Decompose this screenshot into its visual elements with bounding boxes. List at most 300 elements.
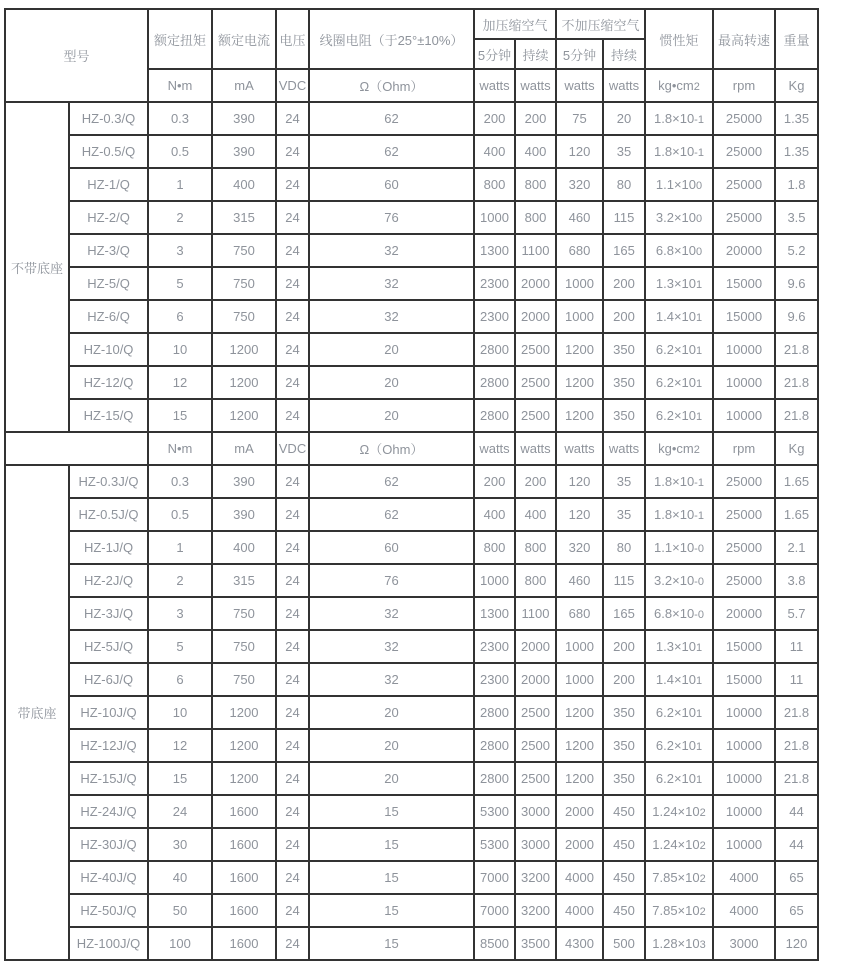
inertia-base: 1.4×10 bbox=[655, 672, 696, 687]
cell-weight: 65 bbox=[775, 894, 818, 927]
spec-row bbox=[5, 696, 818, 729]
units-row-spacer bbox=[5, 432, 148, 465]
cell-p5: 1300 bbox=[474, 597, 515, 630]
cell-weight: 21.8 bbox=[775, 762, 818, 795]
cell-model: HZ-10/Q bbox=[69, 333, 148, 366]
cell-voltage: 24 bbox=[276, 597, 309, 630]
spec-row bbox=[5, 729, 818, 762]
cell-p5: 1000 bbox=[474, 201, 515, 234]
inertia-exponent: 1 bbox=[696, 411, 703, 423]
cell-current: 750 bbox=[212, 630, 276, 663]
cell-weight: 65 bbox=[775, 861, 818, 894]
cell-torque: 15 bbox=[148, 762, 212, 795]
inertia-exponent: 1 bbox=[696, 642, 703, 654]
cell-resistance: 62 bbox=[309, 135, 474, 168]
cell-resistance: 15 bbox=[309, 894, 474, 927]
inertia-exponent: 1 bbox=[696, 312, 703, 324]
cell-p5: 2300 bbox=[474, 663, 515, 696]
spec-row bbox=[5, 828, 818, 861]
spec-row bbox=[5, 927, 818, 960]
cell-nc: 115 bbox=[603, 201, 645, 234]
cell-nc: 450 bbox=[603, 828, 645, 861]
inertia-exponent: 1 bbox=[696, 345, 703, 357]
cell-weight: 1.35 bbox=[775, 102, 818, 135]
inertia-exponent: 1 bbox=[696, 279, 703, 291]
cell-current: 1600 bbox=[212, 828, 276, 861]
cell-nc: 35 bbox=[603, 465, 645, 498]
unit-voltage: VDC bbox=[276, 69, 309, 102]
cell-nc: 80 bbox=[603, 531, 645, 564]
cell-voltage: 24 bbox=[276, 927, 309, 960]
inertia-exponent: 1 bbox=[696, 675, 703, 687]
cell-weight: 11 bbox=[775, 663, 818, 696]
cell-voltage: 24 bbox=[276, 531, 309, 564]
cell-p5: 2800 bbox=[474, 333, 515, 366]
cell-n5: 1200 bbox=[556, 366, 603, 399]
spec-row bbox=[5, 399, 818, 432]
cell-inertia bbox=[645, 267, 713, 300]
inertia-exponent: 2 bbox=[699, 873, 706, 885]
cell-voltage: 24 bbox=[276, 465, 309, 498]
cell-voltage: 24 bbox=[276, 201, 309, 234]
cell-nc: 115 bbox=[603, 564, 645, 597]
inertia-exponent: 1 bbox=[696, 741, 703, 753]
header-current: 额定电流 bbox=[212, 9, 276, 69]
header-unpressurized-air: 不加压缩空气 bbox=[556, 9, 645, 39]
cell-p5: 2300 bbox=[474, 300, 515, 333]
cell-n5: 1200 bbox=[556, 696, 603, 729]
inertia-exponent: -0 bbox=[694, 609, 704, 621]
inertia-base: 1.4×10 bbox=[655, 309, 696, 324]
cell-pc: 2500 bbox=[515, 333, 556, 366]
inertia-exponent: 0 bbox=[696, 180, 703, 192]
unit-torque: N•m bbox=[148, 432, 212, 465]
cell-inertia bbox=[645, 498, 713, 531]
cell-resistance: 62 bbox=[309, 465, 474, 498]
cell-nc: 80 bbox=[603, 168, 645, 201]
cell-model: HZ-1J/Q bbox=[69, 531, 148, 564]
inertia-exponent: -1 bbox=[694, 114, 704, 126]
cell-current: 390 bbox=[212, 102, 276, 135]
cell-weight: 21.8 bbox=[775, 399, 818, 432]
cell-current: 315 bbox=[212, 201, 276, 234]
inertia-base: 1.3×10 bbox=[655, 276, 696, 291]
cell-rpm: 25000 bbox=[713, 201, 775, 234]
cell-p5: 2800 bbox=[474, 696, 515, 729]
spec-row bbox=[5, 201, 818, 234]
cell-weight: 44 bbox=[775, 828, 818, 861]
section-with-base-body bbox=[5, 465, 818, 960]
spec-row bbox=[5, 234, 818, 267]
inertia-base: 1.3×10 bbox=[655, 639, 696, 654]
cell-model: HZ-3/Q bbox=[69, 234, 148, 267]
cell-weight: 11 bbox=[775, 630, 818, 663]
cell-weight: 1.65 bbox=[775, 498, 818, 531]
cell-current: 400 bbox=[212, 168, 276, 201]
cell-weight: 21.8 bbox=[775, 696, 818, 729]
cell-pc: 800 bbox=[515, 564, 556, 597]
cell-n5: 120 bbox=[556, 135, 603, 168]
header-model: 型号 bbox=[5, 9, 148, 102]
cell-resistance: 62 bbox=[309, 102, 474, 135]
cell-inertia bbox=[645, 696, 713, 729]
cell-rpm: 10000 bbox=[713, 795, 775, 828]
cell-torque: 30 bbox=[148, 828, 212, 861]
cell-n5: 680 bbox=[556, 234, 603, 267]
cell-pc: 1100 bbox=[515, 234, 556, 267]
header-pressurized-continuous: 持续 bbox=[515, 39, 556, 69]
cell-resistance: 60 bbox=[309, 531, 474, 564]
cell-weight: 5.7 bbox=[775, 597, 818, 630]
header-unpressurized-continuous: 持续 bbox=[603, 39, 645, 69]
spec-row bbox=[5, 267, 818, 300]
cell-current: 1600 bbox=[212, 894, 276, 927]
cell-current: 1200 bbox=[212, 696, 276, 729]
cell-model: HZ-0.3/Q bbox=[69, 102, 148, 135]
cell-inertia bbox=[645, 894, 713, 927]
spec-row bbox=[5, 333, 818, 366]
cell-pc: 800 bbox=[515, 201, 556, 234]
cell-weight: 2.1 bbox=[775, 531, 818, 564]
cell-pc: 2000 bbox=[515, 663, 556, 696]
cell-model: HZ-0.5/Q bbox=[69, 135, 148, 168]
cell-rpm: 10000 bbox=[713, 696, 775, 729]
cell-pc: 3000 bbox=[515, 795, 556, 828]
cell-pc: 2500 bbox=[515, 729, 556, 762]
cell-rpm: 4000 bbox=[713, 861, 775, 894]
header-pressurized-5min: 5分钟 bbox=[474, 39, 515, 69]
cell-inertia bbox=[645, 762, 713, 795]
cell-current: 750 bbox=[212, 267, 276, 300]
cell-current: 390 bbox=[212, 498, 276, 531]
cell-rpm: 10000 bbox=[713, 399, 775, 432]
cell-pc: 800 bbox=[515, 168, 556, 201]
spec-row bbox=[5, 168, 818, 201]
cell-resistance: 20 bbox=[309, 762, 474, 795]
inertia-base: 7.85×10 bbox=[652, 903, 700, 918]
unit-inertia bbox=[645, 432, 713, 465]
inertia-base: 6.2×10 bbox=[655, 738, 696, 753]
spec-row bbox=[5, 597, 818, 630]
cell-pc: 3000 bbox=[515, 828, 556, 861]
header-voltage: 电压 bbox=[276, 9, 309, 69]
cell-pc: 200 bbox=[515, 465, 556, 498]
cell-inertia bbox=[645, 201, 713, 234]
cell-model: HZ-100J/Q bbox=[69, 927, 148, 960]
inertia-base: 6.2×10 bbox=[655, 375, 696, 390]
cell-pc: 2500 bbox=[515, 399, 556, 432]
inertia-exponent: 2 bbox=[699, 807, 706, 819]
cell-torque: 6 bbox=[148, 663, 212, 696]
cell-nc: 350 bbox=[603, 399, 645, 432]
spec-row bbox=[5, 498, 818, 531]
cell-torque: 3 bbox=[148, 597, 212, 630]
cell-rpm: 25000 bbox=[713, 498, 775, 531]
cell-current: 1200 bbox=[212, 333, 276, 366]
inertia-base: 1.8×10 bbox=[654, 144, 695, 159]
spec-row bbox=[5, 663, 818, 696]
spec-row bbox=[5, 762, 818, 795]
cell-nc: 200 bbox=[603, 300, 645, 333]
cell-torque: 6 bbox=[148, 300, 212, 333]
cell-model: HZ-2J/Q bbox=[69, 564, 148, 597]
cell-pc: 200 bbox=[515, 102, 556, 135]
spec-row bbox=[5, 102, 818, 135]
cell-n5: 320 bbox=[556, 531, 603, 564]
cell-rpm: 25000 bbox=[713, 102, 775, 135]
cell-rpm: 25000 bbox=[713, 135, 775, 168]
spec-row bbox=[5, 135, 818, 168]
cell-voltage: 24 bbox=[276, 828, 309, 861]
cell-inertia bbox=[645, 366, 713, 399]
cell-rpm: 10000 bbox=[713, 762, 775, 795]
cell-resistance: 32 bbox=[309, 300, 474, 333]
cell-model: HZ-6J/Q bbox=[69, 663, 148, 696]
cell-resistance: 32 bbox=[309, 630, 474, 663]
cell-current: 1600 bbox=[212, 861, 276, 894]
cell-model: HZ-15J/Q bbox=[69, 762, 148, 795]
cell-torque: 2 bbox=[148, 201, 212, 234]
units-row-2 bbox=[5, 432, 818, 465]
cell-n5: 1200 bbox=[556, 399, 603, 432]
unit-watts-pc: watts bbox=[515, 69, 556, 102]
cell-current: 315 bbox=[212, 564, 276, 597]
cell-model: HZ-1/Q bbox=[69, 168, 148, 201]
cell-weight: 1.8 bbox=[775, 168, 818, 201]
cell-voltage: 24 bbox=[276, 729, 309, 762]
unit-inertia-base: kg•cm bbox=[658, 78, 694, 93]
cell-voltage: 24 bbox=[276, 102, 309, 135]
cell-model: HZ-24J/Q bbox=[69, 795, 148, 828]
cell-resistance: 62 bbox=[309, 498, 474, 531]
spec-row bbox=[5, 795, 818, 828]
unit-watts-p5: watts bbox=[474, 69, 515, 102]
cell-nc: 200 bbox=[603, 630, 645, 663]
cell-resistance: 20 bbox=[309, 399, 474, 432]
cell-torque: 5 bbox=[148, 630, 212, 663]
cell-p5: 800 bbox=[474, 168, 515, 201]
cell-weight: 3.5 bbox=[775, 201, 818, 234]
cell-torque: 0.5 bbox=[148, 135, 212, 168]
cell-inertia bbox=[645, 300, 713, 333]
cell-weight: 9.6 bbox=[775, 300, 818, 333]
cell-model: HZ-2/Q bbox=[69, 201, 148, 234]
cell-n5: 1000 bbox=[556, 663, 603, 696]
header-unpressurized-5min: 5分钟 bbox=[556, 39, 603, 69]
cell-voltage: 24 bbox=[276, 300, 309, 333]
cell-model: HZ-0.5J/Q bbox=[69, 498, 148, 531]
unit-watts-p5: watts bbox=[474, 432, 515, 465]
inertia-base: 1.28×10 bbox=[652, 936, 700, 951]
cell-resistance: 32 bbox=[309, 663, 474, 696]
cell-n5: 1200 bbox=[556, 729, 603, 762]
cell-pc: 400 bbox=[515, 135, 556, 168]
cell-inertia bbox=[645, 465, 713, 498]
spec-table bbox=[4, 8, 819, 961]
cell-torque: 100 bbox=[148, 927, 212, 960]
cell-nc: 450 bbox=[603, 795, 645, 828]
cell-current: 750 bbox=[212, 234, 276, 267]
inertia-base: 6.2×10 bbox=[655, 705, 696, 720]
cell-rpm: 15000 bbox=[713, 630, 775, 663]
cell-model: HZ-40J/Q bbox=[69, 861, 148, 894]
inertia-base: 3.2×10 bbox=[654, 573, 695, 588]
cell-resistance: 20 bbox=[309, 696, 474, 729]
cell-voltage: 24 bbox=[276, 366, 309, 399]
cell-p5: 400 bbox=[474, 135, 515, 168]
inertia-base: 1.8×10 bbox=[654, 111, 695, 126]
units-row-2-body bbox=[5, 432, 818, 465]
cell-p5: 8500 bbox=[474, 927, 515, 960]
cell-weight: 21.8 bbox=[775, 366, 818, 399]
inertia-base: 7.85×10 bbox=[652, 870, 700, 885]
cell-n5: 4000 bbox=[556, 861, 603, 894]
cell-n5: 4300 bbox=[556, 927, 603, 960]
cell-model: HZ-30J/Q bbox=[69, 828, 148, 861]
cell-current: 1600 bbox=[212, 795, 276, 828]
inertia-exponent: -0 bbox=[694, 576, 704, 588]
inertia-exponent: 0 bbox=[696, 246, 703, 258]
cell-resistance: 20 bbox=[309, 366, 474, 399]
unit-watts-nc: watts bbox=[603, 69, 645, 102]
cell-nc: 165 bbox=[603, 597, 645, 630]
cell-inertia bbox=[645, 795, 713, 828]
inertia-exponent: 3 bbox=[699, 939, 706, 951]
unit-resistance: Ω（Ohm） bbox=[309, 69, 474, 102]
cell-current: 750 bbox=[212, 300, 276, 333]
cell-n5: 1000 bbox=[556, 267, 603, 300]
cell-resistance: 15 bbox=[309, 795, 474, 828]
unit-inertia bbox=[645, 69, 713, 102]
cell-weight: 9.6 bbox=[775, 267, 818, 300]
cell-n5: 1200 bbox=[556, 762, 603, 795]
cell-resistance: 15 bbox=[309, 828, 474, 861]
cell-nc: 200 bbox=[603, 663, 645, 696]
cell-p5: 2300 bbox=[474, 267, 515, 300]
cell-voltage: 24 bbox=[276, 564, 309, 597]
inertia-base: 1.24×10 bbox=[652, 837, 700, 852]
unit-speed: rpm bbox=[713, 69, 775, 102]
unit-watts-n5: watts bbox=[556, 432, 603, 465]
cell-inertia bbox=[645, 828, 713, 861]
cell-inertia bbox=[645, 729, 713, 762]
cell-nc: 450 bbox=[603, 861, 645, 894]
cell-n5: 2000 bbox=[556, 828, 603, 861]
cell-torque: 12 bbox=[148, 729, 212, 762]
cell-p5: 200 bbox=[474, 102, 515, 135]
cell-rpm: 15000 bbox=[713, 267, 775, 300]
cell-nc: 350 bbox=[603, 366, 645, 399]
unit-watts-n5: watts bbox=[556, 69, 603, 102]
cell-rpm: 3000 bbox=[713, 927, 775, 960]
header-resistance: 线圈电阻（于25°±10%） bbox=[309, 9, 474, 69]
cell-p5: 800 bbox=[474, 531, 515, 564]
cell-torque: 1 bbox=[148, 531, 212, 564]
cell-rpm: 25000 bbox=[713, 168, 775, 201]
cell-rpm: 10000 bbox=[713, 366, 775, 399]
cell-resistance: 15 bbox=[309, 927, 474, 960]
header-torque: 额定扭矩 bbox=[148, 9, 212, 69]
cell-current: 1200 bbox=[212, 762, 276, 795]
cell-torque: 2 bbox=[148, 564, 212, 597]
cell-model: HZ-50J/Q bbox=[69, 894, 148, 927]
cell-nc: 350 bbox=[603, 762, 645, 795]
cell-current: 750 bbox=[212, 663, 276, 696]
unit-current: mA bbox=[212, 69, 276, 102]
inertia-base: 1.1×10 bbox=[655, 177, 696, 192]
header-max-speed: 最高转速 bbox=[713, 9, 775, 69]
cell-rpm: 10000 bbox=[713, 333, 775, 366]
cell-resistance: 20 bbox=[309, 729, 474, 762]
inertia-exponent: -1 bbox=[694, 510, 704, 522]
unit-torque: N•m bbox=[148, 69, 212, 102]
cell-model: HZ-5J/Q bbox=[69, 630, 148, 663]
cell-model: HZ-0.3J/Q bbox=[69, 465, 148, 498]
cell-resistance: 32 bbox=[309, 267, 474, 300]
inertia-exponent: 0 bbox=[696, 213, 703, 225]
cell-pc: 800 bbox=[515, 531, 556, 564]
cell-voltage: 24 bbox=[276, 894, 309, 927]
cell-p5: 2800 bbox=[474, 762, 515, 795]
spec-row bbox=[5, 465, 818, 498]
cell-inertia bbox=[645, 399, 713, 432]
cell-current: 1200 bbox=[212, 729, 276, 762]
cell-torque: 3 bbox=[148, 234, 212, 267]
cell-resistance: 15 bbox=[309, 861, 474, 894]
cell-p5: 5300 bbox=[474, 828, 515, 861]
cell-p5: 400 bbox=[474, 498, 515, 531]
cell-inertia bbox=[645, 564, 713, 597]
cell-n5: 4000 bbox=[556, 894, 603, 927]
cell-rpm: 4000 bbox=[713, 894, 775, 927]
cell-voltage: 24 bbox=[276, 399, 309, 432]
inertia-exponent: 2 bbox=[699, 840, 706, 852]
cell-inertia bbox=[645, 861, 713, 894]
unit-speed: rpm bbox=[713, 432, 775, 465]
cell-torque: 15 bbox=[148, 399, 212, 432]
cell-n5: 1000 bbox=[556, 300, 603, 333]
cell-inertia bbox=[645, 135, 713, 168]
cell-pc: 2000 bbox=[515, 267, 556, 300]
cell-current: 400 bbox=[212, 531, 276, 564]
cell-n5: 460 bbox=[556, 201, 603, 234]
unit-watts-pc: watts bbox=[515, 432, 556, 465]
cell-rpm: 20000 bbox=[713, 234, 775, 267]
cell-model: HZ-10J/Q bbox=[69, 696, 148, 729]
cell-voltage: 24 bbox=[276, 135, 309, 168]
cell-torque: 1 bbox=[148, 168, 212, 201]
cell-rpm: 20000 bbox=[713, 597, 775, 630]
cell-weight: 1.65 bbox=[775, 465, 818, 498]
inertia-base: 1.24×10 bbox=[652, 804, 700, 819]
cell-n5: 1200 bbox=[556, 333, 603, 366]
cell-model: HZ-12J/Q bbox=[69, 729, 148, 762]
cell-pc: 3200 bbox=[515, 861, 556, 894]
cell-model: HZ-5/Q bbox=[69, 267, 148, 300]
cell-rpm: 25000 bbox=[713, 564, 775, 597]
cell-pc: 2500 bbox=[515, 762, 556, 795]
cell-inertia bbox=[645, 234, 713, 267]
cell-resistance: 20 bbox=[309, 333, 474, 366]
cell-model: HZ-15/Q bbox=[69, 399, 148, 432]
cell-pc: 2000 bbox=[515, 630, 556, 663]
cell-voltage: 24 bbox=[276, 168, 309, 201]
cell-pc: 3200 bbox=[515, 894, 556, 927]
inertia-exponent: 1 bbox=[696, 708, 703, 720]
cell-inertia bbox=[645, 927, 713, 960]
cell-current: 1600 bbox=[212, 927, 276, 960]
spec-row bbox=[5, 861, 818, 894]
